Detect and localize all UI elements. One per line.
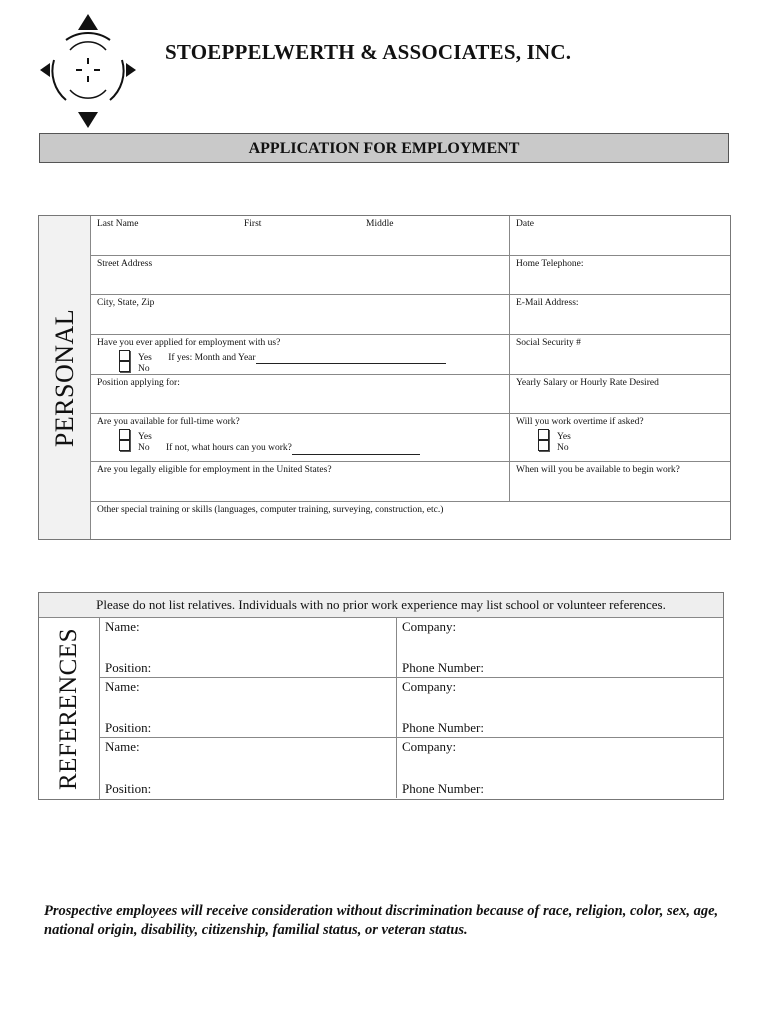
position-field[interactable] [91,375,510,413]
company-logo-icon [38,12,138,130]
email-label: E-Mail Address: [516,298,579,308]
month-year-input[interactable] [256,354,446,364]
position-label: Position applying for: [97,378,180,388]
overtime-no-checkbox[interactable] [538,440,549,451]
name-row [91,216,730,256]
form-title: APPLICATION FOR EMPLOYMENT [39,133,729,163]
overtime-label: Will you work overtime if asked? [516,417,644,427]
references-section [38,592,724,800]
home-telephone-field[interactable] [510,256,730,294]
applied-no-label: No [138,364,150,374]
reference-company-label: Company: [402,619,457,634]
references-note: Please do not list relatives. Individuals with no prior work experience may list school or volunteer references. [39,593,723,618]
reference-position-label: Position: [105,720,152,735]
applied-row [91,335,730,375]
personal-label: PERSONAL [49,308,79,447]
ssn-field[interactable] [510,335,730,374]
overtime-no-label: No [557,443,569,453]
street-address-field[interactable] [91,256,510,294]
begin-work-label: When will you be available to begin work? [516,465,680,475]
eligible-label: Are you legally eligible for employment in the United States? [97,465,332,475]
applied-yes-label: Yes [138,352,152,363]
street-address-label: Street Address [97,259,153,269]
reference-3-company-field[interactable] [397,738,723,798]
skills-field[interactable] [91,502,730,539]
applied-yes-checkbox[interactable] [119,350,130,361]
if-yes-label: If yes: Month and Year [168,352,256,363]
date-label: Date [516,219,534,229]
reference-2-name-field[interactable] [100,678,397,737]
full-time-no-checkbox[interactable] [119,440,130,451]
eligible-field[interactable] [91,462,510,501]
reference-name-label: Name: [105,679,140,694]
applied-no-checkbox[interactable] [119,361,130,372]
overtime-yes-label: Yes [557,431,571,442]
references-label: REFERENCES [55,627,82,790]
reference-position-label: Position: [105,781,152,796]
salary-field[interactable] [510,375,730,413]
overtime-field [510,414,730,461]
skills-row [91,502,730,539]
first-name-label: First [244,219,262,229]
reference-1 [100,618,723,678]
eligibility-row [91,462,730,502]
last-name-label: Last Name [97,219,139,229]
reference-2-company-field[interactable] [397,678,723,737]
personal-side-label [39,216,91,539]
reference-phone-label: Phone Number: [402,720,484,735]
reference-company-label: Company: [402,679,457,694]
email-field[interactable] [510,295,730,334]
date-field[interactable] [510,216,730,255]
begin-work-field[interactable] [510,462,730,501]
address-row [91,256,730,295]
reference-3 [100,738,723,798]
skills-label: Other special training or skills (languages, computer training, surveying, construction, etc.) [97,505,444,515]
overtime-yes-checkbox[interactable] [538,429,549,440]
full-time-no-label: No [138,443,150,453]
salary-label: Yearly Salary or Hourly Rate Desired [516,378,659,388]
reference-2 [100,678,723,738]
city-state-zip-field[interactable] [91,295,510,334]
middle-name-label: Middle [366,219,394,229]
applied-before-label: Have you ever applied for employment with us? [97,338,281,348]
personal-section [38,215,731,540]
ssn-label: Social Security # [516,338,581,348]
reference-1-name-field[interactable] [100,618,397,677]
home-telephone-label: Home Telephone: [516,259,584,269]
reference-1-company-field[interactable] [397,618,723,677]
full-time-yes-checkbox[interactable] [119,429,130,440]
city-state-zip-label: City, State, Zip [97,298,155,308]
position-row [91,375,730,414]
references-side-label [39,618,100,799]
hours-input[interactable] [292,445,420,455]
reference-company-label: Company: [402,739,457,754]
applied-before-field [91,335,510,374]
reference-phone-label: Phone Number: [402,781,484,796]
reference-3-name-field[interactable] [100,738,397,798]
if-not-label: If not, what hours can you work? [166,443,292,453]
full-time-row [91,414,730,462]
full-time-yes-label: Yes [138,431,152,442]
city-row [91,295,730,335]
name-field[interactable] [91,216,510,255]
full-time-field [91,414,510,461]
company-name: STOEPPELWERTH & ASSOCIATES, INC. [165,40,572,64]
reference-name-label: Name: [105,739,140,754]
full-time-label: Are you available for full-time work? [97,417,240,427]
reference-phone-label: Phone Number: [402,660,484,675]
reference-position-label: Position: [105,660,152,675]
eeo-statement: Prospective employees will receive consideration without discrimination because of race, religion, color, sex, age, national origin, disability, citizenship, familial status, or veteran status. [44,903,719,938]
reference-name-label: Name: [105,619,140,634]
